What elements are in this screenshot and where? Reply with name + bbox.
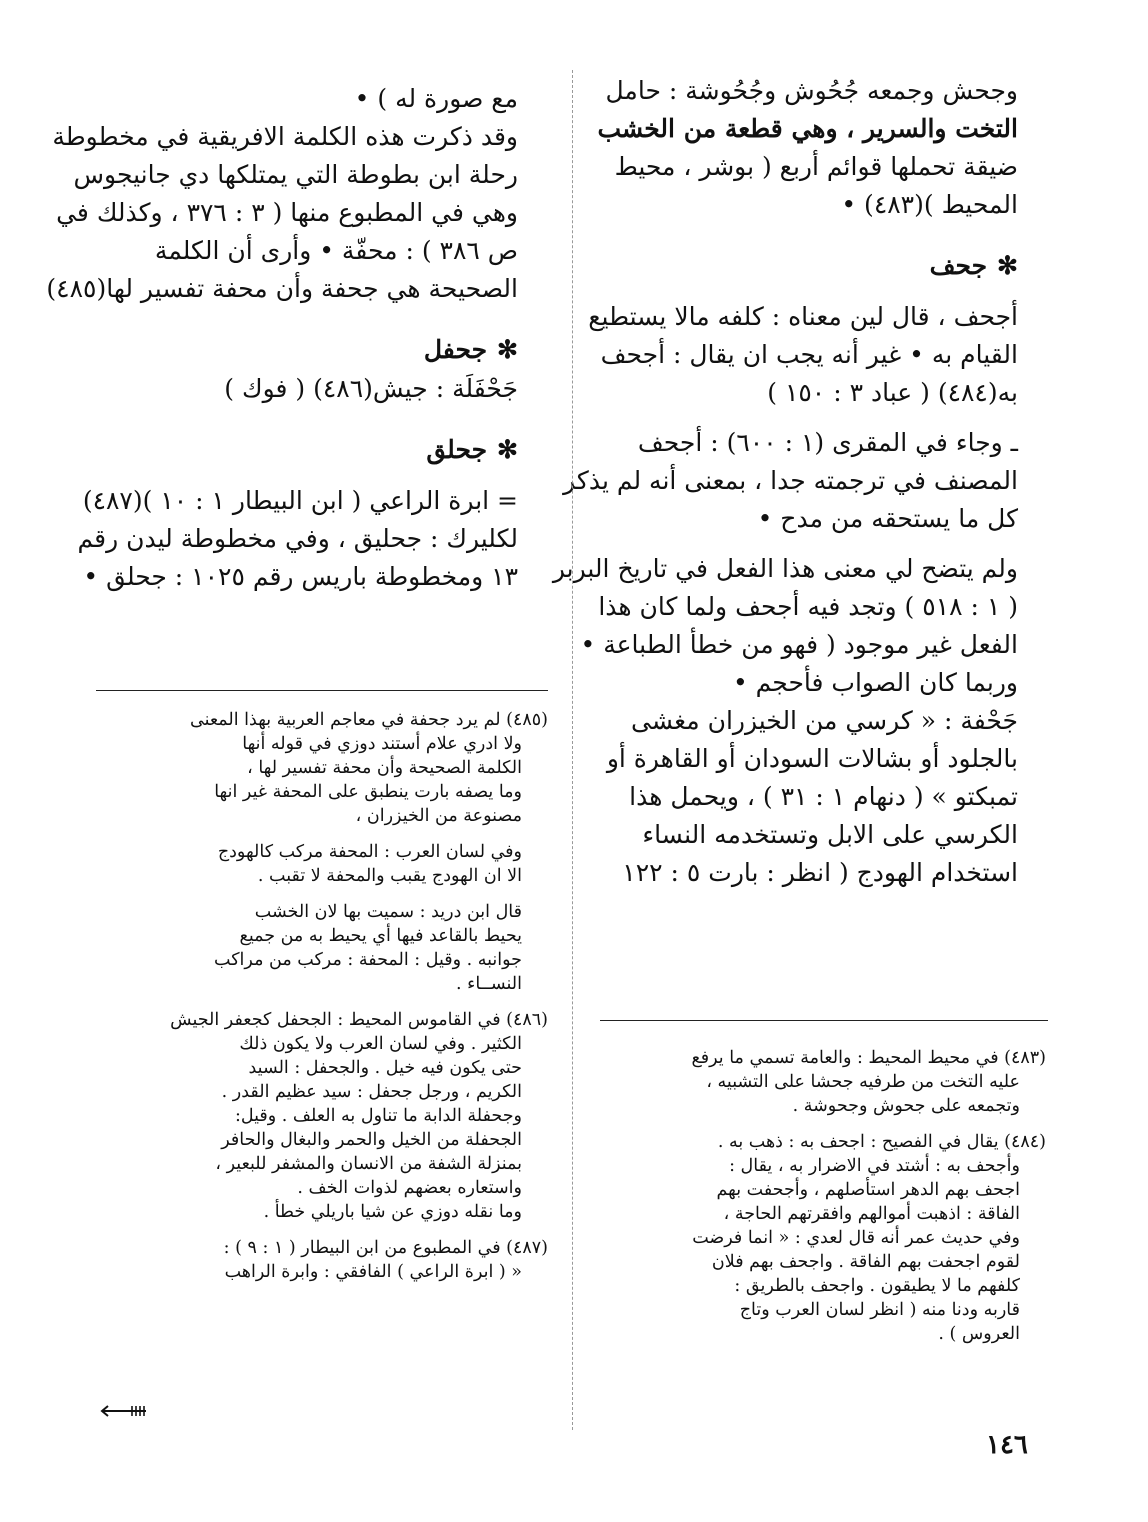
text-line: وقد ذكرت هذه الكلمة الافريقية في مخطوطة [52,122,518,151]
entry-paragraph [552,550,1018,702]
footnote-line: (٤٨٧) في المطبوع من ابن البيطار ( ١ : ٩ ) : [223,1238,548,1258]
footnote-line: « ( ابرة الراعي ) الفافقي : وابرة الراهب [224,1262,522,1282]
footnote-line: حتى يكون فيه خيل . والجحفل : السيد [248,1058,522,1078]
column-divider [572,70,573,1430]
footnotes-right [598,1046,1046,1346]
right-column [552,72,1018,892]
text-line: كل ما يستحقه من مدح • [757,504,1018,533]
text-line: ـ وجاء في المقرى (١ : ٦٠٠) : أجحف [637,428,1018,457]
text-line: مع صورة له ) • [354,84,518,113]
footnote-line: وجحفلة الدابة ما تناول به العلف . وقيل: [235,1106,522,1126]
footnote-line: الكثير . وفي لسان العرب ولا يكون ذلك [239,1034,522,1054]
text-line: القيام به • غير أنه يجب ان يقال : أجحف [600,340,1018,369]
footnote-rule [600,1020,1048,1021]
footnote-line: واستعاره بعضهم لذوات الخف . [297,1178,522,1198]
footnote-line: الكلمة الصحيحة وأن محفة تفسير لها ، [247,758,522,778]
footnote-485 [96,708,548,996]
entry-paragraph [96,370,518,408]
footnote-line: العروس ) . [938,1324,1020,1344]
footnote-line: وأجحف به : أشتد في الاضرار به ، يقال : [729,1156,1020,1176]
footnote-line: (٤٨٤) يقال في الفصيح : اجحف به : ذهب به . [717,1132,1046,1152]
asterisk-icon: ✻ [497,335,518,364]
text-line: الكرسي على الابل وتستخدمه النساء [642,820,1018,849]
entry-paragraph [598,702,1018,892]
text-line: = ابرة الراعي ( ابن البيطار ١ : ١٠ )(٤٨٧) [82,486,518,515]
text-line: تمبكتو » ( دنهام ١ : ٣١ ) ، ويحمل هذا [629,782,1018,811]
text-line: المحيط )(٤٨٣) • [841,190,1018,219]
text-line: ص ٣٨٦ ) : محفّة • وأرى أن الكلمة [154,236,518,265]
text-line: رحلة ابن بطوطة التي يمتلكها دي جانيجوس [73,160,518,189]
footnote-line: وما يصفه بارت ينطبق على المحفة غير انها [214,782,522,802]
text-line: الفعل غير موجود ( فهو من خطأ الطباعة • [580,630,1018,659]
text-line: جَحْفَلَة : جيش(٤٨٦) ( فوك ) [224,374,518,403]
text-line: وهي في المطبوع منها ( ٣ : ٣٧٦ ، وكذلك في [56,198,518,227]
text-line: الصحيحة هي جحفة وأن محفة تفسير لها(٤٨٥) [46,274,518,303]
text-line: ١٣ ومخطوطة باريس رقم ١٠٢٥ : جحلق • [83,562,518,591]
footnote-rule [96,690,548,691]
text-line: التخت والسرير ، وهي قطعة من الخشب [597,114,1018,143]
asterisk-icon: ✻ [997,251,1018,280]
footnote-line: مصنوعة من الخيزران ، [355,806,522,826]
entry-heading-jahlaq: ✻جحلق [96,430,518,470]
text-line: جَحْفة : « كرسي من الخيزران مغشى [631,706,1018,735]
intro-paragraph [598,72,1018,224]
footnote-line: (٤٨٥) لم يرد جحفة في معاجم العربية بهذا المعنى [189,710,548,730]
text-line: وجحش وجمعه جُحُوش وجُحُوشة : حامل [605,76,1018,105]
footnote-line: لقوم اجحفت بهم الفاقة . واجحف بهم فلان [711,1252,1020,1272]
text-line: ضيقة تحملها قوائم أربع ( بوشر ، محيط [614,152,1018,181]
footnote-line: وما نقله دوزي عن شيا باريلي خطأ . [263,1202,522,1222]
page-number: ١٤٦ [986,1430,1028,1460]
entry-heading-jahf: ✻جحف [598,246,1018,286]
footnote-line: بمنزلة الشفة من الانسان والمشفر للبعير ، [215,1154,522,1174]
footnote-line: قال ابن دريد : سميت بها لان الخشب [254,902,522,922]
continued-paragraph [46,118,518,308]
footnote-line: الفاقة : اذهبت أموالهم وافقرتهم الحاجة ، [723,1204,1020,1224]
footnote-line: اجحف بهم الدهر استأصلهم ، وأجحفت بهم [716,1180,1020,1200]
continuation-arrow-icon [100,1404,150,1418]
footnote-487 [96,1236,548,1284]
footnote-line: عليه التخت من طرفيه جحشا على التشبيه ، [706,1072,1020,1092]
text-line: ولم يتضح لي معنى هذا الفعل في تاريخ البربر [552,554,1018,583]
footnote-line: ولا ادري علام أستند دوزي في قوله أنها [242,734,522,754]
footnote-483 [598,1046,1046,1118]
footnotes-left [96,708,548,1284]
entry-paragraph [588,298,1018,412]
text-line: استخدام الهودج ( انظر : بارت ٥ : ١٢٢ [622,858,1018,887]
entry-paragraph [563,424,1018,538]
footnote-line: قاربه ودنا منه ( انظر لسان العرب وتاج [739,1300,1020,1320]
text-line: أجحف ، قال لين معناه : كلفه مالا يستطيع [588,302,1018,331]
footnote-line: وفي حديث عمر أنه قال لعدي : « انما فرضت [692,1228,1020,1248]
footnote-line: وفي لسان العرب : المحفة مركب كالهودج [217,842,522,862]
footnote-line: جوانبه . وقيل : المحفة : مركب من مراكب [214,950,522,970]
footnote-line: الجحفلة من الخيل والحمر والبغال والحافر [221,1130,522,1150]
text-line: ( ١ : ٥١٨ ) وتجد فيه أجحف ولما كان هذا [598,592,1018,621]
footnote-486 [96,1008,548,1224]
text-line: به(٤٨٤) ( عباد ٣ : ١٥٠ ) [767,378,1018,407]
footnote-line: الكريم ، ورجل جحفل : سيد عظيم القدر . [221,1082,522,1102]
continued-paragraph [96,80,518,118]
left-column [46,80,518,596]
footnote-line: (٤٨٣) في محيط المحيط : والعامة تسمي ما يرفع [691,1048,1046,1068]
entry-paragraph [77,482,518,596]
text-line: لكليرك : جحليق ، وفي مخطوطة ليدن رقم [77,524,518,553]
footnote-line: النســاء . [455,974,522,994]
text-line: بالجلود أو بشالات السودان أو القاهرة أو [606,744,1018,773]
asterisk-icon: ✻ [497,435,518,464]
footnote-line: يحيط بالقاعد فيها أي يحيط به من جميع [239,926,522,946]
footnote-484 [598,1130,1046,1346]
footnote-line: الا ان الهودج يقبب والمحفة لا تقبب . [257,866,522,886]
footnote-line: كلفهم ما لا يطيقون . واجحف بالطريق : [734,1276,1020,1296]
footnote-line: وتجمعه على جحوش وجحوشة . [792,1096,1020,1116]
entry-heading-jahfal: ✻جحفل [96,330,518,370]
footnote-line: (٤٨٦) في القاموس المحيط : الجحفل كجعفر الجيش [170,1010,548,1030]
text-line: وربما كان الصواب فأحجم • [732,668,1018,697]
text-line: المصنف في ترجمته جدا ، بمعنى أنه لم يذكر [563,466,1018,495]
